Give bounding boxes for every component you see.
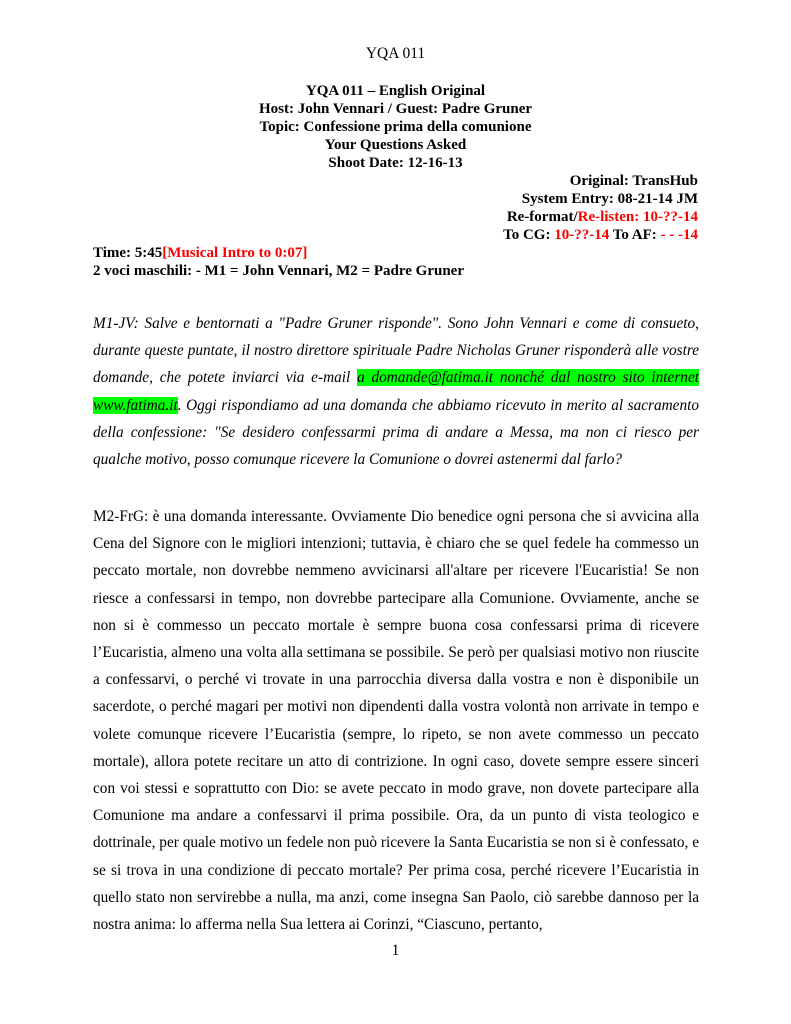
host-text-after: . Oggi rispondiamo ad una domanda che abbiamo ricevuto in merito al sacramento della confessione: "Se desidero confessarmi prima di andare a Messa, ma non ci riesco per qualche motivo, posso comunque ricevere la Comunione o dovrei astenermi dal farlo? — [93, 396, 699, 469]
original-line: Original: TransHub — [569, 173, 698, 189]
running-header: YQA 011 — [365, 45, 426, 62]
relisten-value: Re-listen: 10-??-14 — [577, 209, 698, 225]
host-text-before: M1-JV: Salve e bentornati a "Padre Gruner risponde". Sono John Vennari e come di consueto, durante queste puntate, il nostro direttore spirituale Padre Nicholas Gruner risponderà alle vostre domande, che potete inviarci via e-mail — [93, 315, 699, 387]
production-meta — [503, 172, 698, 244]
to-cg-value: 10-??-14 — [554, 227, 610, 243]
time-block — [93, 244, 464, 280]
time-line — [93, 244, 464, 262]
guest-paragraph: M2-FrG: è una domanda interessante. Ovviamente Dio benedice ogni persona che si avvicina alla Cena del Signore con le migliori intenzioni; tuttavia, è chiaro che se quel fedele ha commesso un peccato mortale, non dovrebbe nemmeno avvicinarsi all'altare per ricevere l'Eucaristia! Se non riesce a confessarsi in tempo, non dovrebbe partecipare alla Comunione. Ovviamente, anche se non si è commesso un peccato mortale è sempre buona cosa confessarsi prima di ricevere l’Eucaristia, almeno una volta alla settimana se possibile. Se però per qualsiasi motivo non riuscite a confessarvi, o perché vi trovate in una parrocchia diversa dalla vostra e non è disponibile un sacerdote, o perché magari per motivi non dipendenti dalla vostra volontà non arrivate in tempo e volete comunque ricevere l’Eucaristia (sempre, lo ripeto, se non avete commesso un peccato mortale), allora potete recitare un atto di contrizione. In ogni caso, dovete sempre essere sinceri con voi stessi e soprattutto con Dio: se avete peccato in modo grave, non dovete partecipare alla Comunione ma andare a confessarvi il prima possibile. Ora, da un punto di vista teologico e dottrinale, per quale motivo un fedele non può ricevere la Santa Eucaristia se non si è confessato, e se si trova in una condizione di peccato mortale? Per prima cosa, perché ricevere l’Eucaristia in quello stato non servirebbe a nulla, ma anzi, come insegna San Paolo, ciò sarebbe dannoso per la nostra anima: lo afferma nella Sua lettera ai Corinzi, “Ciascuno, pertanto, — [93, 508, 699, 934]
series-line: Your Questions Asked — [324, 137, 467, 153]
system-entry-line: System Entry: 08-21-14 JM — [521, 191, 698, 207]
to-af-label: To AF: — [609, 227, 661, 243]
topic-line: Topic: Confessione prima della comunione — [259, 119, 532, 135]
host-paragraph — [93, 310, 699, 473]
routing-line — [503, 226, 698, 244]
reformat-label: Re-format/ — [506, 209, 578, 225]
shoot-date-line: Shoot Date: 12-16-13 — [328, 155, 463, 171]
to-af-value: - - -14 — [660, 227, 698, 243]
to-cg-label: To CG: — [503, 227, 555, 243]
time-label: Time: 5:45 — [93, 245, 163, 261]
musical-intro-note: [Musical Intro to 0:07] — [162, 245, 308, 261]
host-guest-line: Host: John Vennari / Guest: Padre Gruner — [258, 101, 533, 117]
contact-highlight: a domande@fatima.it nonché dal nostro sito internet www.fatima.it — [93, 369, 699, 414]
title-line: YQA 011 – English Original — [305, 83, 486, 99]
voices-line: 2 voci maschili: - M1 = John Vennari, M2 = Padre Gruner — [93, 263, 464, 279]
reformat-line — [503, 208, 698, 226]
title-block — [0, 82, 791, 172]
page-number: 1 — [391, 942, 400, 959]
